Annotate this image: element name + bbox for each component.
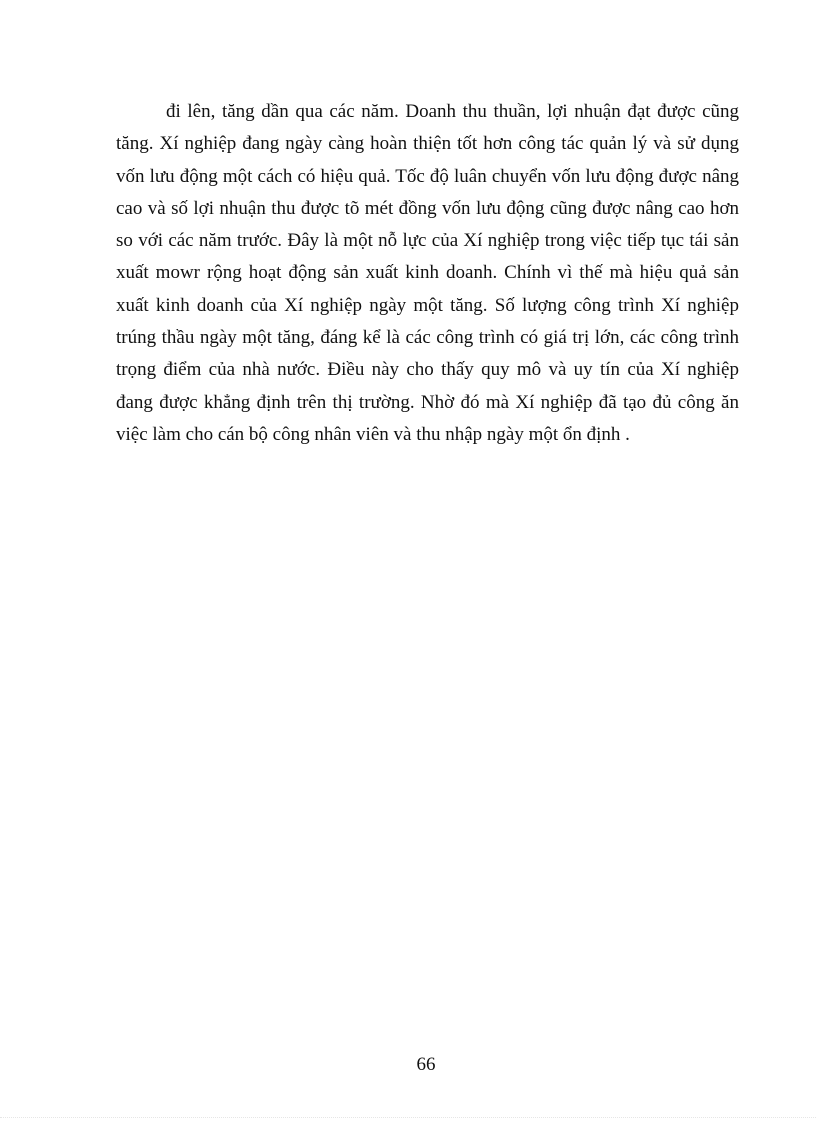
page-bottom-divider (0, 1117, 816, 1118)
page-number: 66 (416, 1054, 436, 1075)
body-paragraph: đi lên, tăng dần qua các năm. Doanh thu thuần, lợi nhuận đạt được cũng tăng. Xí nghiệp đang ngày càng hoàn thiện tốt hơn công tác quản lý và sử dụng vốn lưu động một cách có hiệu quả. Tốc độ luân chuyển vốn lưu động được nâng cao và số lợi nhuận thu được tõ mét đồng vốn lưu động cũng được nâng cao hơn so với các năm trước. Đây là một nỗ lực của Xí nghiệp trong việc tiếp tục tái sản xuất mowr rộng hoạt động sản xuất kinh doanh. Chính vì thế mà hiệu quả sản xuất kinh doanh của Xí nghiệp ngày một tăng. Số lượng công trình Xí nghiệp trúng thầu ngày một tăng, đáng kể là các công trình có giá trị lớn, các công trình trọng điểm của nhà nước. Điều này cho thấy quy mô và uy tín của Xí nghiệp đang được khẳng định trên thị trường. Nhờ đó mà Xí nghiệp đã tạo đủ công ăn việc làm cho cán bộ công nhân viên và thu nhập ngày một ổn định . (116, 101, 739, 445)
